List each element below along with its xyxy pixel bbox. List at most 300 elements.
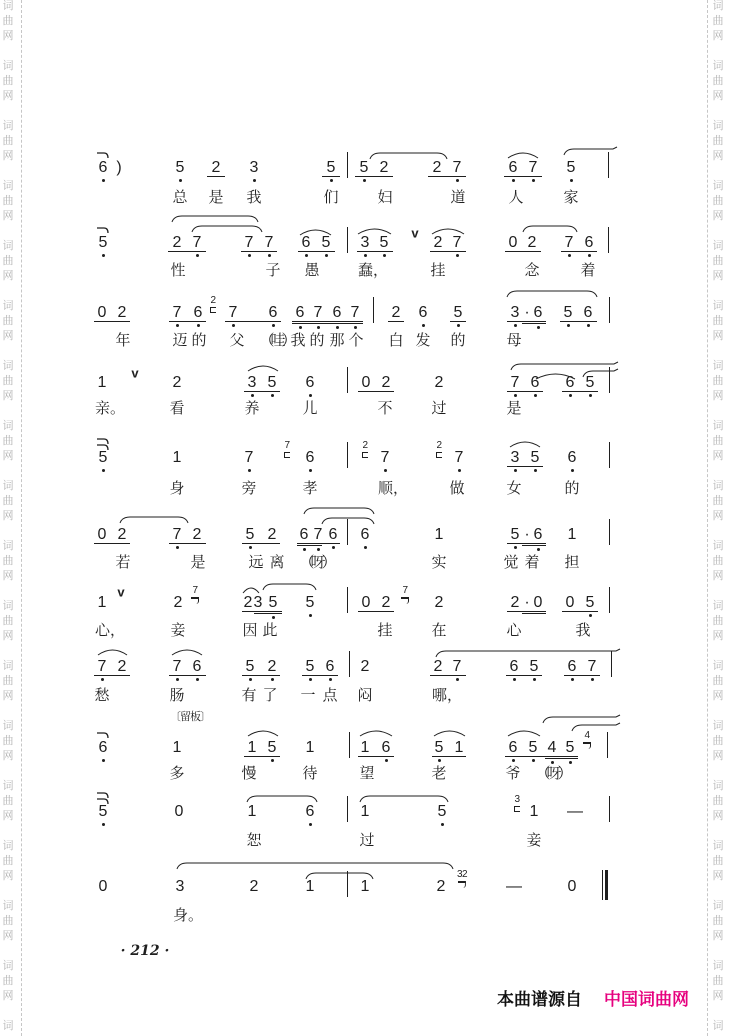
watermark-char: 网	[712, 389, 724, 402]
note-digit: 6	[301, 234, 311, 251]
watermark-char: 网	[712, 809, 724, 822]
watermark-char: 词	[2, 119, 14, 132]
note-digit: 6	[360, 526, 370, 543]
eighth-beam-underline	[507, 321, 546, 322]
low-octave-dot	[253, 179, 256, 182]
note-digit: 5	[305, 594, 315, 611]
note-digit: 6	[325, 658, 335, 675]
lyric-text: 做	[449, 479, 465, 497]
watermark-char: 曲	[2, 854, 14, 867]
watermark-char: 词	[2, 599, 14, 612]
watermark-char: 网	[712, 929, 724, 942]
watermark-char: 网	[2, 689, 14, 702]
eighth-beam-underline	[430, 675, 466, 676]
note-digit: 6	[305, 449, 315, 466]
source-footer	[497, 986, 689, 1008]
note-digit: 5	[268, 594, 278, 611]
low-octave-dot	[271, 678, 274, 681]
note-digit: 5	[359, 159, 369, 176]
note-digit: 6	[583, 304, 593, 321]
low-octave-dot	[249, 678, 252, 681]
watermark-char: 网	[712, 569, 724, 582]
barline	[347, 227, 348, 253]
lyric-text: 有	[241, 686, 257, 704]
eighth-beam-underline	[562, 611, 598, 612]
low-octave-dot	[567, 324, 570, 327]
low-octave-dot	[102, 469, 105, 472]
lyric-text: 愁	[94, 686, 110, 704]
note-digit: 6	[328, 526, 338, 543]
watermark-char: 网	[2, 509, 14, 522]
eighth-beam-underline	[357, 251, 393, 252]
dotted-rhythm-mark: ·	[524, 526, 530, 543]
watermark-char: 网	[712, 209, 724, 222]
barline	[608, 227, 609, 253]
note-digit: 6	[332, 304, 342, 321]
note-digit: 6	[295, 304, 305, 321]
watermark-char: 曲	[2, 734, 14, 747]
note-digit: 2	[267, 658, 277, 675]
eighth-beam-underline	[428, 176, 466, 177]
lyric-text: 的	[309, 331, 325, 349]
watermark-char: 曲	[2, 974, 14, 987]
dotted-rhythm-mark: ·	[524, 304, 530, 321]
note-digit: 6	[299, 526, 309, 543]
page-number: · 212 ·	[120, 943, 170, 959]
breath-mark: v	[131, 365, 139, 381]
note-digit: 6	[305, 374, 315, 391]
low-octave-dot	[309, 823, 312, 826]
rest-note: 0	[98, 878, 108, 895]
eighth-beam-underline	[507, 543, 546, 544]
lyric-text: 觉	[503, 553, 519, 571]
lyric-text: 妾	[170, 621, 186, 639]
lyric-text: 不	[377, 399, 393, 417]
rest-note: 0	[174, 803, 184, 820]
lyric-text: 总	[172, 188, 188, 206]
watermark-char: 词	[2, 1019, 14, 1032]
front-grace-mark-icon	[362, 452, 368, 458]
note-digit: 2	[433, 234, 443, 251]
lyric-text: 恕	[246, 831, 262, 849]
lyric-text: 儿	[302, 399, 318, 417]
watermark-char: 词	[2, 0, 14, 12]
note-digit: 2	[211, 159, 221, 176]
watermark-char: 词	[712, 599, 724, 612]
note-digit: 7	[587, 658, 597, 675]
note-digit: 5	[565, 739, 575, 756]
note-digit: 2	[434, 374, 444, 391]
low-octave-dot	[329, 678, 332, 681]
note-digit: 6	[268, 304, 278, 321]
watermark-char: 网	[712, 149, 724, 162]
watermark-char: 词	[712, 299, 724, 312]
watermark-char: 词	[712, 239, 724, 252]
note-digit: 1	[454, 739, 464, 756]
note-digit: 2	[192, 526, 202, 543]
barline	[347, 519, 348, 545]
note-digit: 7	[264, 234, 274, 251]
barline	[347, 796, 348, 822]
lyric-text: 离	[269, 553, 285, 571]
lyric-text: 性	[170, 261, 186, 279]
low-octave-dot	[332, 546, 335, 549]
eighth-beam-underline	[505, 251, 541, 252]
low-octave-dot	[384, 469, 387, 472]
watermark-char: 网	[2, 569, 14, 582]
low-octave-dot	[248, 254, 251, 257]
watermark-char: 网	[2, 209, 14, 222]
sixteenth-beam-underline	[522, 545, 546, 546]
barline	[609, 519, 610, 545]
lyric-text: 因	[242, 621, 258, 639]
lyric-text: 我	[575, 621, 591, 639]
eighth-beam-underline	[244, 756, 280, 757]
watermark-char: 曲	[712, 674, 724, 687]
low-octave-dot	[364, 546, 367, 549]
breath-mark: v	[411, 225, 419, 241]
eighth-beam-underline	[432, 756, 466, 757]
note-digit: 7	[452, 159, 462, 176]
eighth-beam-underline	[169, 321, 206, 322]
low-octave-dot	[512, 759, 515, 762]
low-octave-dot	[176, 678, 179, 681]
low-octave-dot	[354, 326, 357, 329]
lyric-text: 家	[563, 188, 579, 206]
watermark-char: 曲	[2, 674, 14, 687]
eighth-beam-underline	[506, 675, 542, 676]
watermark-char: 曲	[712, 554, 724, 567]
eighth-beam-underline	[504, 176, 542, 177]
watermark-char: 网	[2, 89, 14, 102]
lyric-text: 老	[431, 764, 447, 782]
low-octave-dot	[299, 326, 302, 329]
watermark-char: 网	[712, 329, 724, 342]
watermark-char: 词	[2, 959, 14, 972]
low-octave-dot	[569, 394, 572, 397]
lyric-text: 们	[323, 188, 339, 206]
note-digit: 5	[437, 803, 447, 820]
watermark-char: 曲	[2, 554, 14, 567]
note-digit: 6	[565, 374, 575, 391]
watermark-char: 词	[712, 959, 724, 972]
low-octave-dot	[534, 394, 537, 397]
eighth-beam-underline	[507, 611, 546, 612]
watermark-char: 词	[712, 779, 724, 792]
eighth-beam-underline	[322, 176, 340, 177]
eighth-beam-underline	[207, 176, 225, 177]
watermark-char: 网	[712, 749, 724, 762]
lyric-text: 我	[246, 188, 262, 206]
note-digit: 7	[380, 449, 390, 466]
lyric-text: 年	[115, 331, 131, 349]
low-octave-dot	[568, 254, 571, 257]
note-digit: 6	[508, 739, 518, 756]
eighth-beam-underline	[169, 543, 206, 544]
note-digit: 6	[98, 159, 108, 176]
low-octave-dot	[532, 179, 535, 182]
note-digit: 1	[305, 739, 315, 756]
barline	[373, 297, 374, 323]
lyric-text: 亲。	[94, 399, 126, 417]
eighth-beam-underline	[505, 756, 578, 757]
low-octave-dot	[309, 678, 312, 681]
lyric-text: 肠	[169, 686, 185, 704]
note-digit: 2	[391, 304, 401, 321]
eighth-beam-underline	[242, 543, 280, 544]
low-octave-dot	[458, 469, 461, 472]
barline	[347, 442, 348, 468]
lyric-text: 是	[208, 188, 224, 206]
eighth-beam-underline	[562, 391, 598, 392]
lyric-text: 着	[524, 553, 540, 571]
note-digit: 5	[528, 739, 538, 756]
note-digit: 5	[245, 526, 255, 543]
watermark-char: 曲	[712, 74, 724, 87]
eighth-beam-underline	[358, 391, 394, 392]
note-digit: 3	[249, 159, 259, 176]
eighth-beam-underline	[242, 611, 282, 612]
lyric-text: 蠢，	[357, 261, 389, 279]
front-grace-note	[436, 441, 442, 458]
watermark-char: 曲	[2, 14, 14, 27]
note-digit: 2	[117, 526, 127, 543]
front-grace-note	[210, 296, 216, 313]
note-digit: 1	[97, 594, 107, 611]
watermark-char: 网	[712, 509, 724, 522]
watermark-char: 曲	[2, 794, 14, 807]
lyric-text: 迈	[172, 331, 188, 349]
rest-note: 0	[508, 234, 518, 251]
note-digit: 7	[97, 658, 107, 675]
barline	[608, 152, 609, 178]
watermark-char: 词	[712, 479, 724, 492]
note-digit: 5	[98, 449, 108, 466]
watermark-char: 词	[2, 179, 14, 192]
lyric-text: 子	[265, 261, 281, 279]
note-digit: 6	[567, 449, 577, 466]
low-octave-dot	[249, 546, 252, 549]
low-octave-dot	[317, 326, 320, 329]
note-digit: 7	[452, 234, 462, 251]
watermark-char: 网	[2, 869, 14, 882]
grace-note-digit: 7	[192, 585, 198, 596]
watermark-char: 词	[2, 299, 14, 312]
low-octave-dot	[570, 179, 573, 182]
low-octave-dot	[456, 678, 459, 681]
lyric-text: 愚	[304, 261, 320, 279]
low-octave-dot	[325, 254, 328, 257]
lyric-text: 的	[564, 479, 580, 497]
low-octave-dot	[456, 254, 459, 257]
rest-note: 0	[565, 594, 575, 611]
watermark-char: 词	[2, 659, 14, 672]
lyric-text: 此	[262, 621, 278, 639]
low-octave-dot	[271, 394, 274, 397]
barline	[607, 732, 608, 758]
watermark-char: 曲	[2, 194, 14, 207]
lyric-text: 念	[524, 261, 540, 279]
note-digit: 5	[305, 658, 315, 675]
lyric-text: 担	[564, 553, 580, 571]
watermark-char: 曲	[712, 314, 724, 327]
note-digit: 6	[509, 658, 519, 675]
low-octave-dot	[317, 548, 320, 551]
low-octave-dot	[305, 254, 308, 257]
note-digit: 5	[98, 803, 108, 820]
eighth-beam-underline	[355, 176, 393, 177]
lyric-text: 过	[431, 399, 447, 417]
note-digit: 3	[510, 449, 520, 466]
front-grace-mark-icon	[514, 806, 520, 812]
note-digit: 6	[567, 658, 577, 675]
note-digit: 1	[305, 878, 315, 895]
note-digit: 3	[360, 234, 370, 251]
note-digit: 4	[547, 739, 557, 756]
eighth-beam-underline	[507, 466, 543, 467]
watermark-char: 词	[2, 779, 14, 792]
note-digit: 5	[175, 159, 185, 176]
lyric-text: 道	[450, 188, 466, 206]
grace-note-digit: 3	[514, 794, 520, 805]
low-octave-dot	[589, 394, 592, 397]
low-octave-dot	[176, 324, 179, 327]
note-digit: 6	[418, 304, 428, 321]
lyric-text: 我	[290, 331, 306, 349]
note-digit: 2	[433, 658, 443, 675]
watermark-char: 曲	[712, 974, 724, 987]
low-octave-dot	[364, 254, 367, 257]
lyric-text: 心	[506, 621, 522, 639]
lyric-text: （呀）	[299, 553, 333, 571]
lyric-text: 身。	[172, 906, 204, 924]
watermark-char: 网	[712, 869, 724, 882]
watermark-char: 词	[712, 359, 724, 372]
note-digit: 5	[326, 159, 336, 176]
note-digit: 1	[360, 739, 370, 756]
lyric-text: 母	[506, 331, 522, 349]
lyric-text: 是	[190, 553, 206, 571]
watermark-char: 网	[2, 929, 14, 942]
lyric-text: 哪，	[431, 686, 463, 704]
eighth-beam-underline	[94, 675, 130, 676]
note-digit: 2	[173, 594, 183, 611]
eighth-beam-underline	[225, 321, 281, 322]
note-digit: 7	[244, 449, 254, 466]
grace-note-digit: 7	[284, 440, 290, 451]
watermark-char: 词	[712, 119, 724, 132]
low-octave-dot	[571, 678, 574, 681]
low-octave-dot	[197, 324, 200, 327]
low-octave-dot	[309, 614, 312, 617]
note-digit: 6	[530, 374, 540, 391]
note-digit: 2	[434, 594, 444, 611]
lyric-text: 闷	[357, 686, 373, 704]
note-digit: 6	[508, 159, 518, 176]
lyric-text: 慢	[241, 764, 257, 782]
low-octave-dot	[330, 179, 333, 182]
back-grace-note	[191, 586, 199, 604]
note-digit: 5	[245, 658, 255, 675]
lyric-text: 的	[191, 331, 207, 349]
eighth-beam-underline	[242, 675, 280, 676]
watermark-char: 网	[2, 749, 14, 762]
low-octave-dot	[101, 678, 104, 681]
rest-note: 0	[567, 878, 577, 895]
note-digit: 6	[192, 658, 202, 675]
lyric-text: 爷	[505, 764, 521, 782]
lyric-text: 女	[506, 479, 522, 497]
watermark-char: 词	[2, 839, 14, 852]
low-octave-dot	[513, 678, 516, 681]
back-grace-mark-icon	[458, 881, 466, 888]
sixteenth-beam-underline	[297, 545, 322, 546]
rest-note: 0	[361, 374, 371, 391]
front-grace-mark-icon	[210, 307, 216, 313]
note-digit: 5	[321, 234, 331, 251]
barline	[609, 796, 610, 822]
low-octave-dot	[514, 546, 517, 549]
note-digit: 2	[267, 526, 277, 543]
barline	[609, 587, 610, 613]
note-digit: 1	[434, 526, 444, 543]
sustain-dash: —	[567, 803, 583, 820]
sixteenth-beam-underline	[522, 613, 546, 614]
lyric-text: 挂	[430, 261, 446, 279]
eighth-beam-underline	[298, 251, 335, 252]
front-grace-note	[514, 795, 520, 812]
sixteenth-beam-underline	[254, 613, 282, 614]
note-digit: 7	[313, 304, 323, 321]
eighth-beam-underline	[292, 321, 363, 322]
note-digit: 5	[379, 234, 389, 251]
low-octave-dot	[588, 254, 591, 257]
lyric-text: 妇	[377, 188, 393, 206]
site-name-link[interactable]: 中国词曲网	[604, 989, 689, 1010]
note-digit: 7	[228, 304, 238, 321]
grace-note-digit: 2	[362, 440, 368, 451]
back-grace-note	[583, 731, 591, 749]
back-grace-note	[401, 586, 409, 604]
watermark-char: 词	[712, 419, 724, 432]
watermark-char: 曲	[712, 794, 724, 807]
watermark-char: 网	[2, 269, 14, 282]
note-digit: 5	[267, 739, 277, 756]
watermark-char: 曲	[2, 374, 14, 387]
grace-note-digit: 7	[402, 585, 408, 596]
eighth-beam-underline	[302, 675, 338, 676]
note-digit: 1	[567, 526, 577, 543]
watermark-char: 词	[712, 1019, 724, 1032]
eighth-beam-underline	[430, 251, 466, 252]
note-digit: 5	[267, 374, 277, 391]
lyric-text: 多	[169, 764, 185, 782]
watermark-char: 网	[712, 629, 724, 642]
watermark-char: 曲	[2, 134, 14, 147]
sixteenth-beam-underline	[292, 323, 363, 324]
low-octave-dot	[591, 678, 594, 681]
lyric-text: （哇）	[259, 331, 293, 349]
final-barline-thin	[602, 870, 603, 900]
watermark-char: 曲	[712, 134, 724, 147]
low-octave-dot	[571, 469, 574, 472]
watermark-char: 词	[2, 419, 14, 432]
note-digit: 2	[381, 594, 391, 611]
lyric-text: 个	[348, 331, 364, 349]
watermark-char: 词	[712, 539, 724, 552]
lyric-text: 那	[329, 331, 345, 349]
front-grace-mark-icon	[284, 452, 290, 458]
